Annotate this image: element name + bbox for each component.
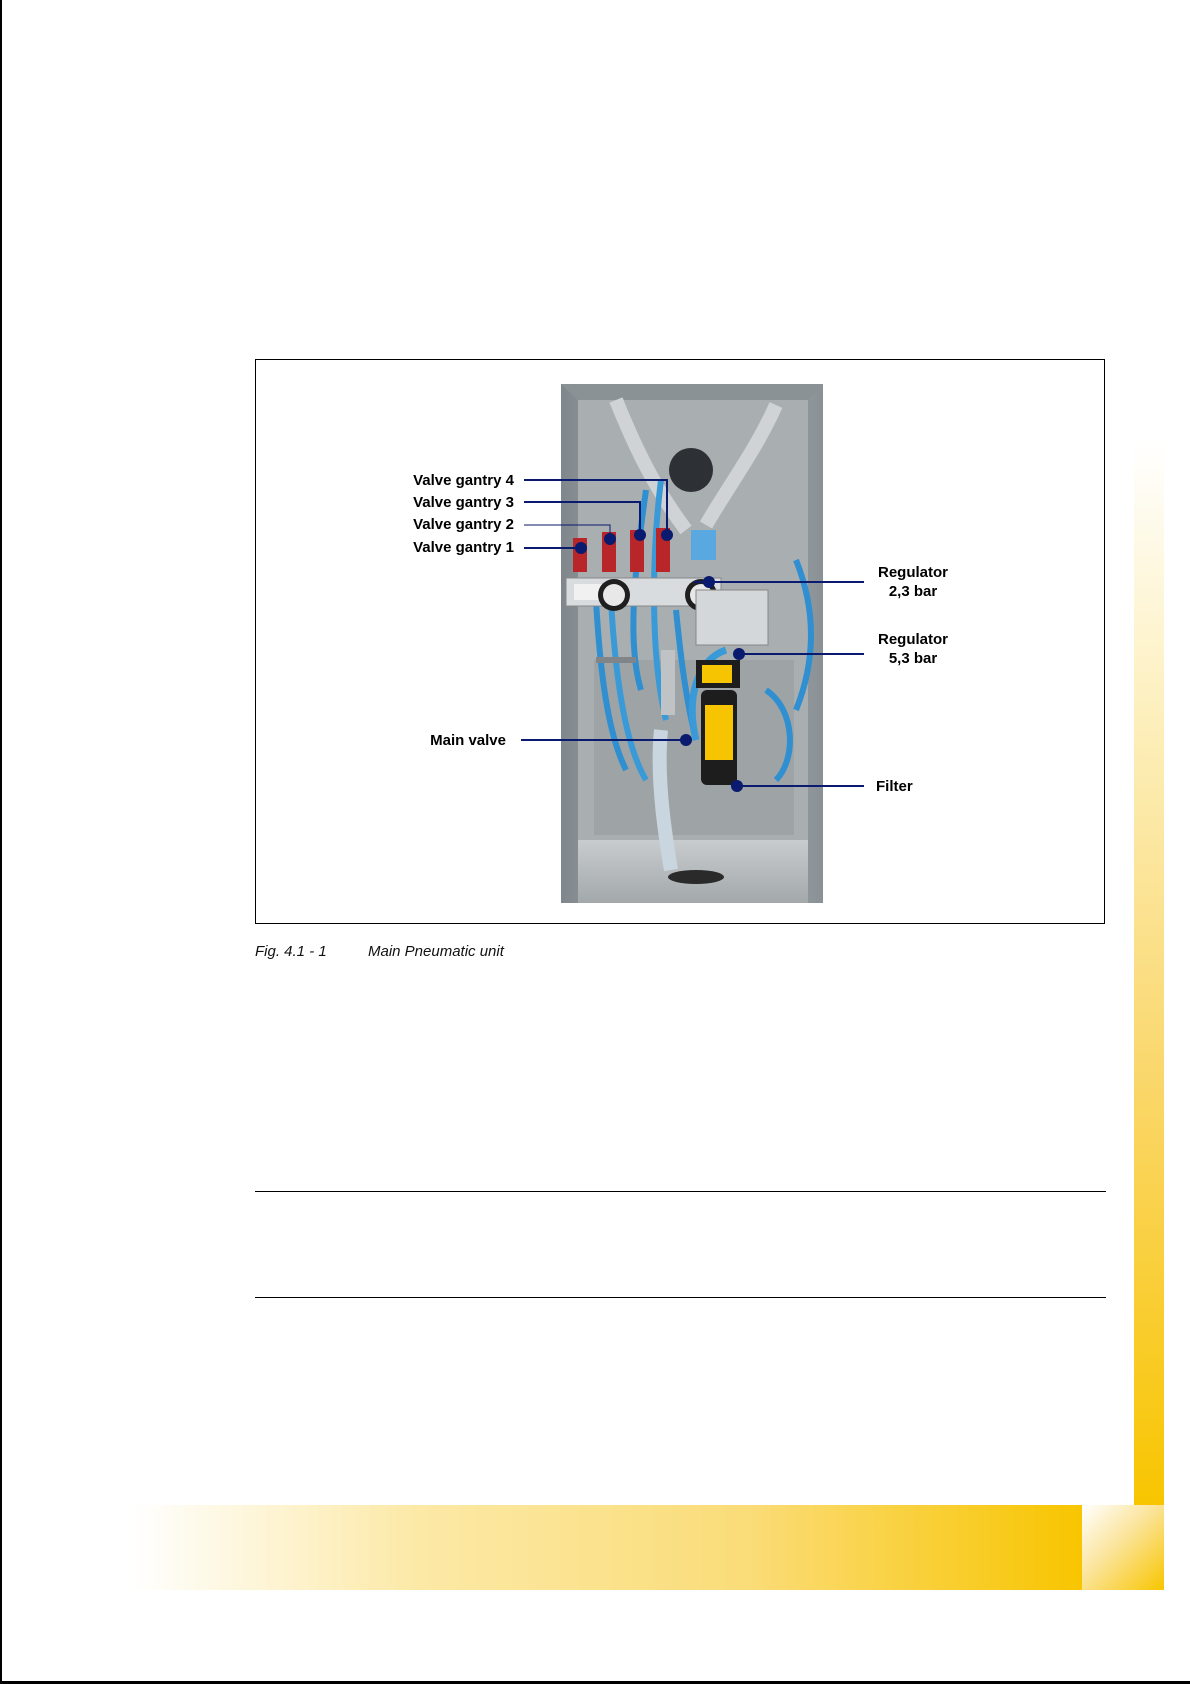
label-regulator-1-line1: Regulator [877,564,949,581]
label-valve-gantry-4: Valve gantry 4 [413,472,514,489]
leader-dot-regulator-2 [733,648,745,660]
leader-dot-regulator-1 [703,576,715,588]
side-accent-band [1134,440,1164,1505]
pneumatic-unit-figure [256,360,1106,925]
figure-caption [255,943,504,960]
label-regulator-2-line2: 5,3 bar [888,650,938,667]
label-main-valve: Main valve [430,732,506,749]
page-border-left [0,0,2,1684]
bottom-corner-block [1082,1505,1164,1590]
leader-dot-filter [731,780,743,792]
leader-dot-valve-1 [575,542,587,554]
divider-bottom [255,1297,1106,1298]
cabinet-photo [561,384,823,903]
figure-number: Fig. 4.1 - 1 [255,943,327,960]
label-valve-gantry-1: Valve gantry 1 [413,539,514,556]
label-regulator-2-line1: Regulator [877,631,949,648]
label-filter: Filter [876,778,913,795]
figure-title: Main Pneumatic unit [368,943,504,960]
divider-top [255,1191,1106,1192]
label-valve-gantry-3: Valve gantry 3 [413,494,514,511]
leader-dot-valve-2 [604,533,616,545]
figure-frame [255,359,1105,924]
label-valve-gantry-2: Valve gantry 2 [413,516,514,533]
leader-dot-main-valve [680,734,692,746]
leader-dot-valve-3 [634,529,646,541]
bottom-accent-band [132,1505,1082,1590]
leader-dot-valve-4 [661,529,673,541]
label-regulator-1-line2: 2,3 bar [888,583,938,600]
